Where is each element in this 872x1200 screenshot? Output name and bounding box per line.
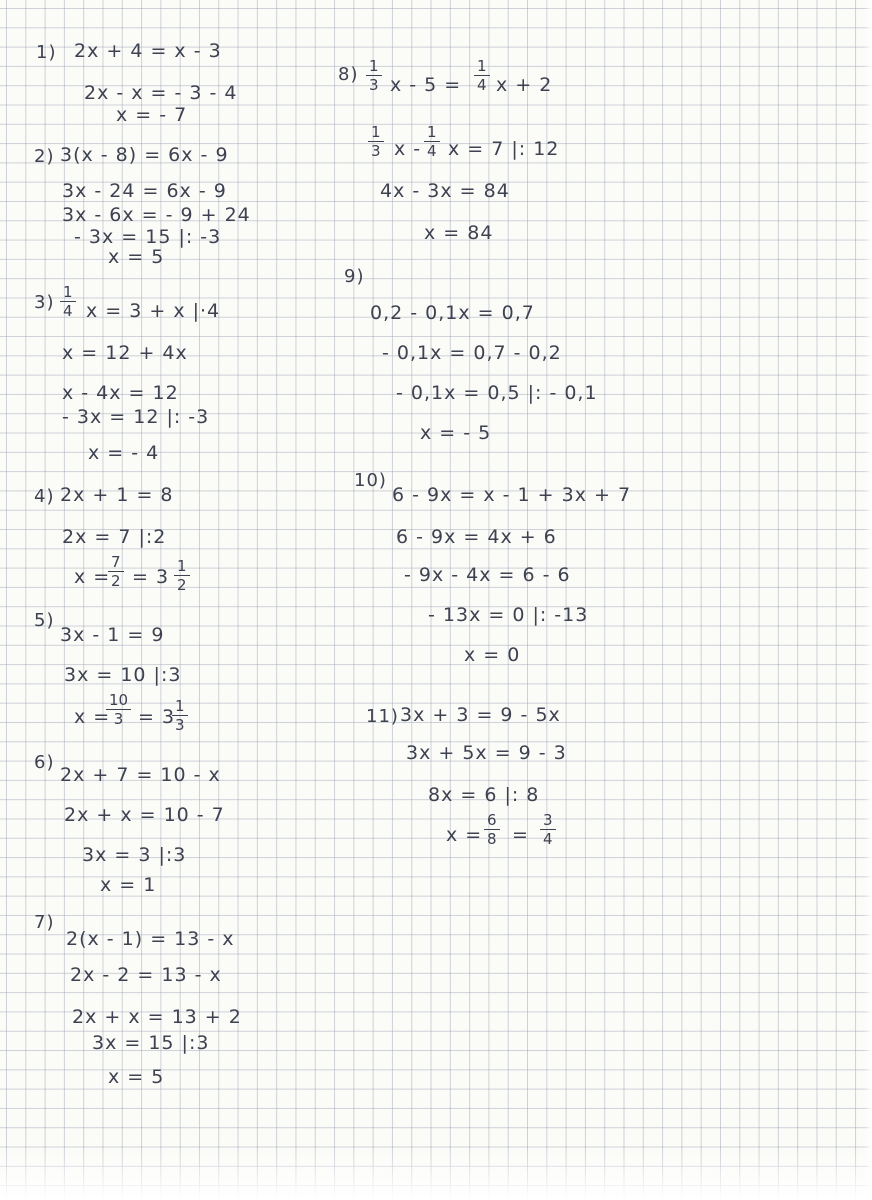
problem-label: 11) [366, 706, 399, 727]
equation-line: 6 - 9x = 4x + 6 [396, 526, 557, 548]
fraction-denominator: 4 [543, 830, 553, 848]
page-edge-right [864, 0, 872, 1200]
fraction [172, 698, 188, 733]
fraction [474, 58, 490, 93]
equation-line: = 3 [138, 706, 176, 728]
fraction-numerator: 1 [174, 558, 190, 576]
equation-line: 3x + 3 = 9 - 5x [400, 704, 561, 726]
fraction-denominator: 3 [113, 710, 124, 728]
problem-label: 1) [36, 42, 57, 63]
equation-line: - 9x - 4x = 6 - 6 [404, 564, 571, 586]
equation-line: - 13x = 0 |: -13 [428, 604, 589, 626]
fraction-denominator: 8 [487, 830, 497, 848]
equation-line: x = - 4 [88, 442, 160, 464]
equation-line: 3x = 3 |:3 [82, 844, 187, 866]
fraction-denominator: 3 [371, 142, 381, 160]
fraction-numerator: 1 [474, 58, 490, 76]
equation-line: 2x + 4 = x - 3 [74, 40, 222, 62]
fraction-denominator: 4 [63, 302, 73, 320]
equation-line: x = [74, 566, 111, 588]
equation-line: x = [446, 824, 483, 846]
equation-line: 2x + 7 = 10 - x [60, 764, 221, 786]
equation-line: x = 5 [108, 1066, 165, 1088]
equation-line: 3x = 15 |:3 [92, 1032, 210, 1054]
equation-line: 2x - 2 = 13 - x [70, 964, 222, 986]
fraction-numerator: 1 [424, 124, 440, 142]
fraction [540, 812, 556, 847]
equation-line: 4x - 3x = 84 [380, 180, 510, 202]
equation-line: 3x = 10 |:3 [64, 664, 182, 686]
fraction-denominator: 3 [175, 716, 185, 734]
equation-line: - 3x = 15 |: -3 [74, 226, 222, 248]
problem-label: 3) [34, 292, 55, 313]
problem-label: 5) [34, 610, 55, 631]
equation-line: x = 12 + 4x [62, 342, 188, 364]
page-edge-bottom [0, 1150, 872, 1200]
fraction-denominator: 3 [369, 76, 379, 94]
problem-label: 10) [354, 470, 387, 491]
equation-line: x = 1 [100, 874, 157, 896]
problem-label: 7) [34, 912, 55, 933]
fraction-numerator: 7 [108, 554, 124, 572]
fraction-denominator: 2 [177, 576, 187, 594]
fraction-numerator: 1 [366, 58, 382, 76]
fraction-numerator: 1 [172, 698, 188, 716]
fraction-numerator: 1 [368, 124, 384, 142]
equation-line: 8x = 6 |: 8 [428, 784, 540, 806]
equation-line: - 3x = 12 |: -3 [62, 406, 210, 428]
problem-label: 9) [344, 266, 365, 287]
equation-line: x + 2 [496, 74, 553, 96]
equation-line: 3(x - 8) = 6x - 9 [60, 144, 229, 166]
fraction [424, 124, 440, 159]
equation-line: x = 0 [464, 644, 521, 666]
equation-line: 2x = 7 |:2 [62, 526, 167, 548]
equation-line: 3x + 5x = 9 - 3 [406, 742, 567, 764]
problem-label: 4) [34, 486, 55, 507]
fraction-denominator: 2 [111, 572, 121, 590]
problem-label: 6) [34, 752, 55, 773]
equation-line: 2x - x = - 3 - 4 [84, 82, 238, 104]
equation-line: x = - 5 [420, 422, 492, 444]
equation-line: = 3 [132, 566, 170, 588]
equation-line: 6 - 9x = x - 1 + 3x + 7 [392, 484, 632, 506]
fraction-denominator: 4 [477, 76, 487, 94]
fraction [366, 58, 382, 93]
equation-line: x = - 7 [116, 104, 188, 126]
problem-label: 8) [338, 64, 359, 85]
problem-label: 2) [34, 146, 55, 167]
fraction [484, 812, 500, 847]
fraction-denominator: 4 [427, 142, 437, 160]
fraction [108, 554, 124, 589]
equation-line: 3x - 1 = 9 [60, 624, 165, 646]
equation-line: x - [394, 138, 422, 160]
equation-line: 2x + x = 10 - 7 [64, 804, 225, 826]
equation-line: x = 3 + x |·4 [86, 300, 221, 322]
fraction [174, 558, 190, 593]
equation-line: - 0,1x = 0,7 - 0,2 [382, 342, 562, 364]
equation-line: x = [74, 706, 111, 728]
equation-line: x - 5 = [390, 74, 462, 96]
equation-line: 3x - 6x = - 9 + 24 [62, 204, 251, 226]
equation-line: 2x + 1 = 8 [60, 484, 174, 506]
equation-line: = [512, 824, 529, 846]
fraction [60, 284, 76, 319]
fraction-numerator: 1 [60, 284, 76, 302]
equation-line: x - 4x = 12 [62, 382, 179, 404]
equation-line: 3x - 24 = 6x - 9 [62, 180, 227, 202]
fraction-numerator: 10 [106, 692, 131, 710]
equation-line: 2x + x = 13 + 2 [72, 1006, 242, 1028]
equation-line: 2(x - 1) = 13 - x [66, 928, 235, 950]
equation-line: 0,2 - 0,1x = 0,7 [370, 302, 535, 324]
fraction-numerator: 3 [540, 812, 556, 830]
equation-line: x = 5 [108, 246, 165, 268]
fraction [106, 692, 131, 727]
fraction [368, 124, 384, 159]
equation-line: - 0,1x = 0,5 |: - 0,1 [396, 382, 598, 404]
fraction-numerator: 6 [484, 812, 500, 830]
equation-line: x = 7 |: 12 [448, 138, 560, 160]
equation-line: x = 84 [424, 222, 494, 244]
